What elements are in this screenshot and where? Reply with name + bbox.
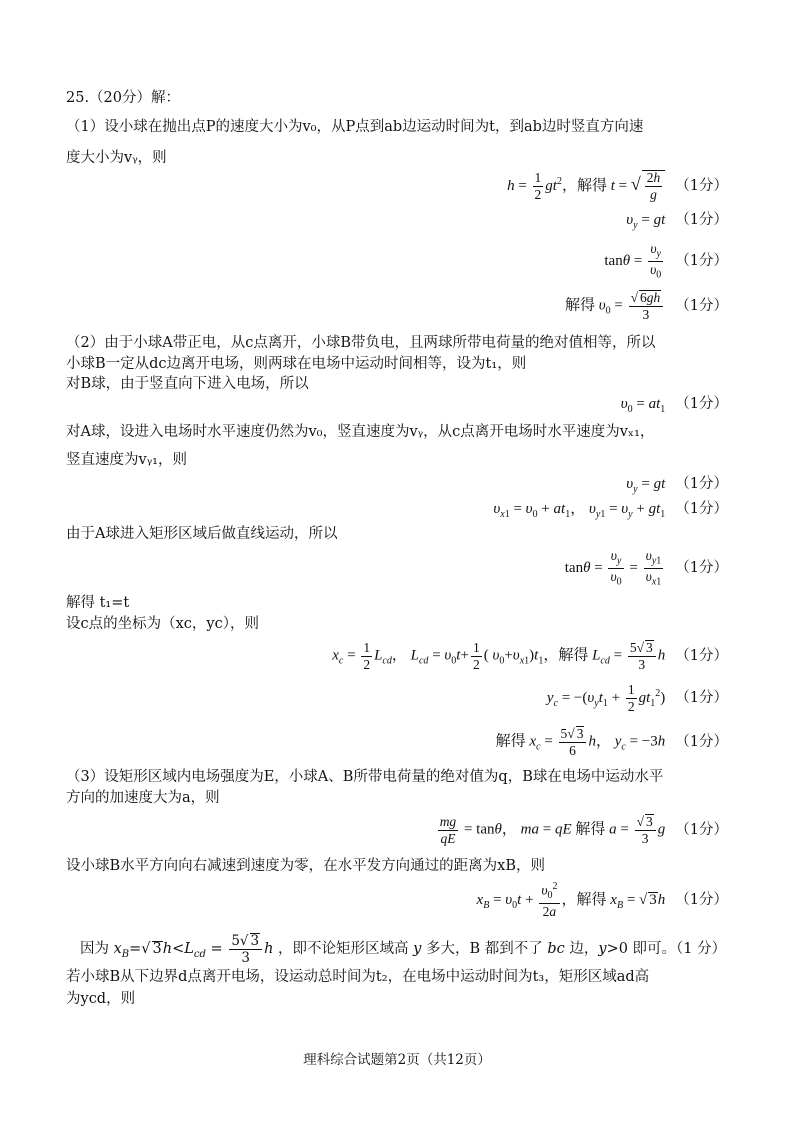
part3-line2: 方向的加速度大为a，则 [66,790,220,806]
part3-line6: 为ycd，则 [66,991,136,1007]
part2-line1: （2）由于小球A带正电，从c点离开，小球B带负电，且两球所带电荷量的绝对值相等，所以 [66,335,656,351]
part2-line8: 设c点的坐标为（xc，yc），则 [66,616,259,632]
part3-line4: 因为 $x_B=√$ $3h<L_{cd}$ = $\frac{5√ 3}{3}$ h ，即不论矩形区域高 y 多大，B 都到不了 bc 边，y>0 即可。（1 分） [80,933,727,967]
part2-eq7: 解得 $x_c$ = $\frac{5√ 3}{6}$ h， $y_c = -3h$ （1分） [495,726,728,759]
part2-line5: 竖直速度为vᵧ₁，则 [66,452,187,468]
part2-line6: 由于A球进入矩形区域后做直线运动，所以 [66,526,338,542]
part1-line2: 度大小为vᵧ，则 [66,150,167,166]
part1-eq3: tanθ = $\frac{\upsilon_y}{\upsilon_0}$ （1分） [604,241,728,281]
part3-eq1: $\frac{mg}{qE}$ = tanθ， ma = qE 解得 a = $\frac{√ 3}{3}$ g （1分） [439,813,728,847]
question-number: 25.（20分）解： [66,90,181,106]
part2-eq6: $y_c = -(\upsilon_yt_1$ + $\frac{1}{2}$ $gt_1^2$) （1分） [546,682,728,715]
part3-line1: （3）设矩形区域内电场强度为E，小球A、B所带电荷量的绝对值为q，B球在电场中运动水平 [66,769,664,785]
part1-eq1: h = $\frac{1}{2}$ $gt^2$，解得 t = √ $\frac{2h}{g}$ （1分） [507,170,728,203]
part1-eq4: 解得 $\upsilon_0$ = $\frac{√ 6gh}{3}$ （1分） [564,290,728,323]
page-footer: 理科综合试题第2页（共12页） [303,1052,491,1068]
part2-line7: 解得 t₁=t [66,595,130,611]
part3-line5: 若小球B从下边界d点离开电场，设运动总时间为t₂，在电场中运动时间为t₃，矩形区域ad高 [66,969,650,985]
part3-eq2: $x_B = \upsilon_0t$ + $\frac{\upsilon_0^2}{2a}$ ，解得 $x_B$ = √ 3h （1分） [476,881,728,919]
part2-eq1: $\upsilon_0 = at_1$ （1分） [620,396,728,415]
part2-eq4: tanθ = $\frac{\upsilon_y}{\upsilon_0}$ = $\frac{\upsilon_{y1}}{\upsilon_{x1}}$ （1分） [564,548,728,588]
part1-eq2: $\upsilon_y$ = gt （1分） [626,212,728,231]
part2-line4: 对A球，设进入电场时水平速度仍然为v₀，竖直速度为vᵧ，从c点离开电场时水平速度为vₓ₁， [66,424,655,440]
part2-eq5: $x_c$ = $\frac{1}{2}$ $L_{cd}$， $L_{cd} = \upsilon_0t+$ $\frac{1}{2}$ ( $\upsilon_0+\upsilon_{x1})t_1$，解得 $L_{cd}$ = $\frac{5√ 3}{3}$ h （1分） [332,639,728,673]
part2-eq2: $\upsilon_y$ = gt （1分） [626,476,728,495]
part2-line2: 小球B一定从dc边离开电场，则两球在电场中运动时间相等，设为t₁，则 [66,356,527,372]
part1-line1: （1）设小球在抛出点P的速度大小为v₀，从P点到ab边运动时间为t，到ab边时竖直方向速 [66,119,644,135]
part2-eq3: $\upsilon_{x1} = \upsilon_0 + at_1$， $\upsilon_{y1} = \upsilon_y + gt_1$ （1分） [493,501,728,520]
part2-line3: 对B球，由于竖直向下进入电场，所以 [66,376,309,392]
part3-line3: 设小球B水平方向向右减速到速度为零，在水平发方向通过的距离为xB，则 [66,858,545,874]
